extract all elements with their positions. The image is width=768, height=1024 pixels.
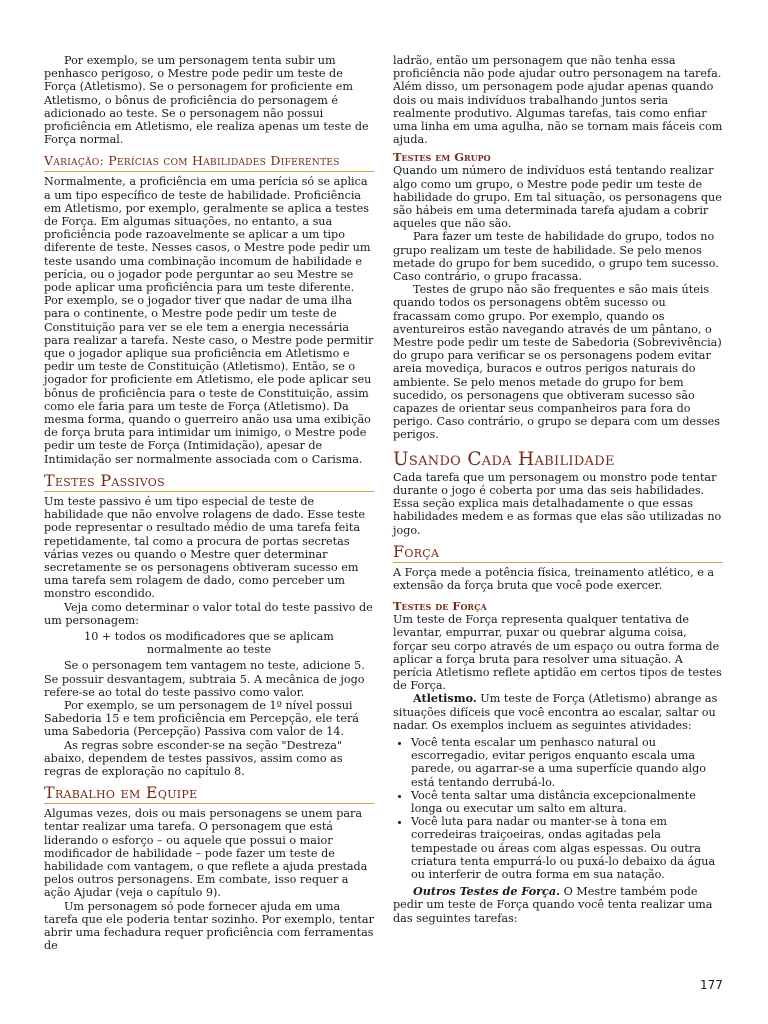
paragraph: As regras sobre esconder-se na seção "Destreza" abaixo, dependem de testes passivos, assim como as regras de exploração no capítulo 8. [44, 738, 343, 778]
section-heading-testes-passivos: Testes Passivos [44, 472, 374, 492]
paragraph: Para fazer um teste de habilidade do grupo, todos no grupo realizam um teste de habilidade. Se pelo menos metade do grupo for bem sucedido, o grupo tem sucesso. Caso contrário, o grupo fracassa. [393, 230, 719, 284]
paragraph-atletismo [393, 692, 723, 732]
section-heading-variacao: Variação: Perícias com Habilidades Diferentes [44, 152, 374, 172]
bullet-list [393, 736, 723, 881]
list-item: • Você luta para nadar ou manter-se à tona em corredeiras traiçoeiras, ondas agitadas pela tempestade ou áreas com algas espessas. Ou outra criatura tenta empurrá-lo ou puxá-lo debaixo da água ou interferir de outra forma em sua natação. [411, 815, 723, 881]
list-item: • Você tenta saltar uma distância excepcionalmente longa ou executar um salto em altura. [411, 789, 723, 815]
section-heading-forca: Força [393, 543, 723, 563]
section-heading-testes-em-grupo: Testes em Grupo [393, 150, 491, 165]
paragraph: Um teste passivo é um tipo especial de teste de habilidade que não envolve rolagens de dado. Esse teste pode representar o resultado médio de uma tarefa feita repetidamente, tal como a procura de portas secretas várias vezes ou quando o Mestre quer determinar secretamente se os personagens obtiveram sucesso em uma tarefa sem rolagem de dado, como perceber um monstro escondido. [44, 494, 366, 601]
paragraph-outros-testes [393, 885, 723, 925]
paragraph: Veja como determinar o valor total do teste passivo de um personagem: [44, 600, 373, 627]
paragraph: Por exemplo, se um personagem de 1º nível possui Sabedoria 15 e tem proficiência em Percepção, ele terá uma Sabedoria (Percepção) Passiva com valor de 14. [44, 698, 359, 739]
paragraph: Se o personagem tem vantagem no teste, adicione 5. Se possuir desvantagem, subtraia 5. A mecânica de jogo refere-se ao total do teste passivo como valor. [44, 659, 365, 699]
paragraph: Cada tarefa que um personagem ou monstro pode tentar durante o jogo é coberta por uma das seis habilidades. Essa seção explica mais detalhadamente o que essas habilidades medem e as formas que elas são utilizadas no jogo. [393, 470, 722, 537]
paragraph: Algumas vezes, dois ou mais personagens se unem para tentar realizar uma tarefa. O personagem que está liderando o esforço – ou aquele que possui o maior modificador de habilidade – pode fazer um teste de habilidade com vantagem, o que reflete a ajuda prestada pelos outros personagens. Em combate, isso requer a ação Ajudar (veja o capítulo 9). [44, 807, 368, 900]
passive-formula [44, 630, 374, 656]
paragraph: Quando um número de indivíduos está tentando realizar algo como um grupo, o Mestre pode pedir um teste de habilidade do grupo. Em tal situação, os personagens que são hábeis em uma determinada tarefa ajudam a cobrir aqueles que não são. [393, 164, 722, 231]
formula-line: 10 + todos os modificadores que se aplicam [84, 629, 334, 643]
paragraph: Um personagem só pode fornecer ajuda em uma tarefa que ele poderia tentar sozinho. Por exemplo, tentar abrir uma fechadura requer proficiência com ferramentas de [44, 899, 374, 953]
formula-line: normalmente ao teste [146, 643, 272, 657]
list-item: • Você tenta escalar um penhasco natural ou escorregadio, evitar perigos enquanto escala uma parede, ou agarrar-se a uma superfície quando algo está tentando derrubá-lo. [411, 736, 723, 789]
runin-label-atletismo: Atletismo. [413, 691, 477, 706]
paragraph: Por exemplo, se um personagem tenta subir um penhasco perigoso, o Mestre pode pedir um teste de Força (Atletismo). Se o personagem for proficiente em Atletismo, o bônus de proficiência do personagem é adicionado ao teste. Se o personagem não possui proficiência em Atletismo, ele realiza apenas um teste de Força normal. [44, 54, 369, 147]
left-column [44, 54, 374, 952]
runin-label-outros-testes: Outros Testes de Força. [413, 884, 561, 899]
page-number: 177 [700, 978, 723, 992]
paragraph: Normalmente, a proficiência em uma perícia só se aplica a um tipo específico de teste de habilidade. Proficiência em Atletismo, por exemplo, geralmente se aplica a testes de Força. Em algumas situações, no entanto, a sua proficiência pode razoavelmente se aplicar a um tipo diferente de teste. Nesses casos, o Mestre pode pedir um teste usando uma combinação incomum de habilidade e perícia, ou o jogador pode perguntar ao seu Mestre se pode aplicar uma proficiência para um teste diferente. Por exemplo, se o jogador tiver que nadar de uma ilha para o continente, o Mestre pode pedir um teste de Constituição para ver se ele tem a energia necessária para realizar a tarefa. Neste caso, o Mestre pode permitir que o jogador aplique sua proficiência em Atletismo e pedir um teste de Constituição (Atletismo). Então, se o jogador for proficiente em Atletismo, ele pode aplicar seu bônus de proficiência para o teste de Constituição, assim como ele faria para um teste de Força (Atletismo). Da mesma forma, quando o guerreiro anão usa uma exibição de força bruta para intimidar um inimigo, o Mestre pode pedir um teste de Força (Intimidação), apesar de Intimidação ser normalmente associada com o Carisma. [44, 175, 374, 466]
paragraph-text: Um teste de Força (Atletismo) abrange as situações difíceis que você encontra ao escalar, saltar ou nadar. Os exemplos incluem as seguintes atividades: [393, 692, 718, 732]
paragraph: Um teste de Força representa qualquer tentativa de levantar, empurrar, puxar ou quebrar alguma coisa, forçar seu corpo através de um espaço ou outra forma de aplicar a força bruta para resolver uma situação. A perícia Atletismo reflete aptidão em certos tipos de testes de Força. [393, 613, 722, 693]
paragraph: A Força mede a potência física, treinamento atlético, e a extensão da força bruta que você pode exercer. [393, 565, 715, 592]
chapter-heading-usando-cada-habilidade: Usando Cada Habilidade [393, 448, 615, 470]
section-heading-trabalho-em-equipe: Trabalho em Equipe [44, 784, 374, 804]
paragraph: Testes de grupo não são frequentes e são mais úteis quando todos os personagens obtêm sucesso ou fracassam como grupo. Por exemplo, quando os aventureiros estão navegando através de um pântano, o Mestre pode pedir um teste de Sabedoria (Sobrevivência) do grupo para verificar se os personagens podem evitar areia movediça, buracos e outros perigos naturais do ambiente. Se pelo menos metade do grupo for bem sucedido, os personagens que obtiveram sucesso são capazes de orientar seus companheiros para fora do perigo. Caso contrário, o grupo se depara com um desses perigos. [393, 283, 722, 442]
paragraph: ladrão, então um personagem que não tenha essa proficiência não pode ajudar outro personagem na tarefa. Além disso, um personagem pode ajudar apenas quando dois ou mais indivíduos trabalhando juntos seria realmente produtivo. Algumas tarefas, tais como enfiar uma linha em uma agulha, não se tornam mais fáceis com ajuda. [393, 54, 723, 147]
section-heading-testes-de-forca: Testes de Força [393, 599, 487, 614]
right-column [393, 54, 723, 925]
paragraph-text: O Mestre também pode pedir um teste de Força quando você tenta realizar uma das seguintes tarefas: [393, 885, 713, 925]
